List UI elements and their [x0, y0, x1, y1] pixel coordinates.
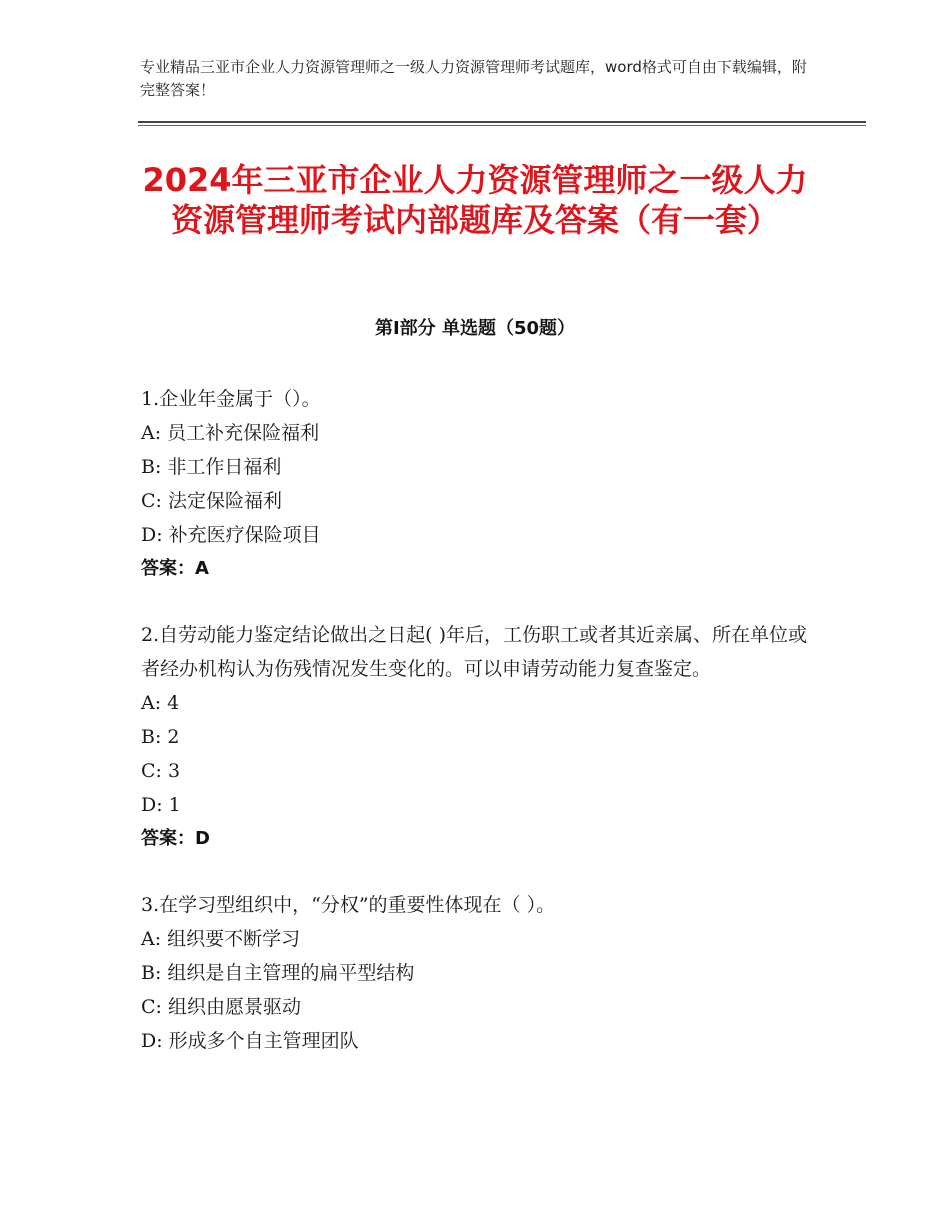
- option-a: A: 员工补充保险福利: [141, 422, 320, 444]
- option-b: B: 组织是自主管理的扁平型结构: [141, 962, 415, 984]
- option-d: D: 补充医疗保险项目: [141, 524, 321, 546]
- option-a: A: 4: [141, 692, 180, 714]
- question-text: 1.企业年金属于（）。: [141, 388, 321, 410]
- option-c: C: 法定保险福利: [141, 490, 282, 512]
- question-3: [141, 888, 811, 1058]
- option-b: B: 非工作日福利: [141, 456, 282, 478]
- option-b: B: 2: [141, 726, 180, 748]
- header-note: 专业精品三亚市企业人力资源管理师之一级人力资源管理师考试题库，word格式可自由下载编辑，附完整答案！: [140, 58, 807, 99]
- section-title: 第Ⅰ部分 单选题（50题）: [374, 318, 575, 339]
- answer: 答案：D: [141, 828, 210, 849]
- question-text: 3.在学习型组织中，“分权”的重要性体现在（ ）。: [141, 894, 556, 916]
- option-d: D: 1: [141, 794, 181, 816]
- option-c: C: 3: [141, 760, 181, 782]
- header-rule-thick: [138, 121, 866, 123]
- question-2: [141, 618, 811, 856]
- question-list: [141, 382, 811, 1090]
- question-text: 2.自劳动能力鉴定结论做出之日起( )年后，工伤职工或者其近亲属、所在单位或者经办机构认为伤残情况发生变化的。可以申请劳动能力复查鉴定。: [141, 624, 807, 680]
- option-d: D: 形成多个自主管理团队: [141, 1030, 359, 1052]
- answer: 答案：A: [141, 558, 209, 579]
- header-rule-thin: [138, 125, 866, 126]
- document-title: 2024年三亚市企业人力资源管理师之一级人力资源管理师考试内部题库及答案（有一套）: [142, 161, 808, 239]
- option-c: C: 组织由愿景驱动: [141, 996, 301, 1018]
- question-1: [141, 382, 811, 586]
- option-a: A: 组织要不断学习: [141, 928, 301, 950]
